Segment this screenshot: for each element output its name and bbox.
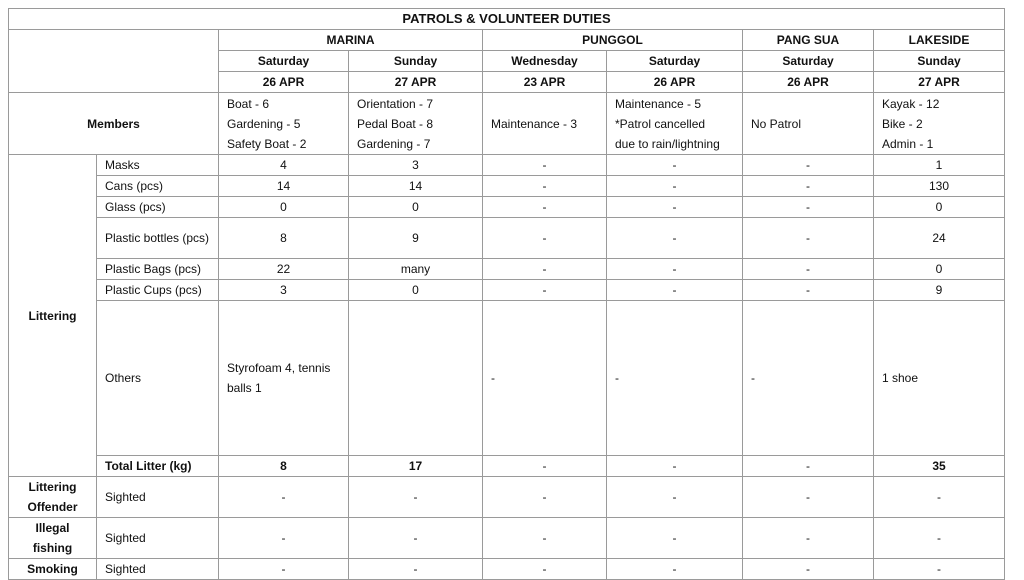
value-cell: 8 — [219, 218, 349, 259]
location-punggol: PUNGGOL — [483, 30, 743, 51]
others-cell: - — [483, 301, 607, 456]
value-cell: - — [874, 559, 1005, 580]
others-cell: - — [607, 301, 743, 456]
day-header: Saturday — [607, 51, 743, 72]
date-header: 27 APR — [874, 72, 1005, 93]
value-cell: 14 — [349, 176, 483, 197]
members-cell — [483, 93, 607, 155]
offence-label: Littering Offender — [9, 477, 97, 518]
value-cell: - — [607, 280, 743, 301]
value-cell: 0 — [874, 259, 1005, 280]
row-label: Plastic Cups (pcs) — [97, 280, 219, 301]
value-cell: - — [349, 518, 483, 559]
members-cell — [743, 93, 874, 155]
littering-label: Littering — [9, 155, 97, 477]
members-line: Gardening - 5 — [227, 116, 301, 131]
value-cell: - — [743, 559, 874, 580]
value-cell: 0 — [349, 197, 483, 218]
row-label: Others — [97, 301, 219, 456]
table-title: PATROLS & VOLUNTEER DUTIES — [9, 9, 1005, 30]
date-header: 27 APR — [349, 72, 483, 93]
members-line: Maintenance - 3 — [491, 116, 578, 131]
row-label: Cans (pcs) — [97, 176, 219, 197]
value-cell: 130 — [874, 176, 1005, 197]
total-value: 35 — [874, 456, 1005, 477]
day-header: Saturday — [743, 51, 874, 72]
value-cell: - — [607, 176, 743, 197]
value-cell: - — [607, 477, 743, 518]
value-cell: - — [219, 559, 349, 580]
members-line: Admin - 1 — [882, 136, 934, 151]
others-cell: 1 shoe — [874, 301, 1005, 456]
value-cell: 9 — [349, 218, 483, 259]
members-line: Safety Boat - 2 — [227, 136, 307, 151]
value-cell: - — [607, 559, 743, 580]
value-cell: - — [743, 155, 874, 176]
date-header: 26 APR — [219, 72, 349, 93]
others-cell: - — [743, 301, 874, 456]
members-line: *Patrol cancelled — [615, 116, 706, 131]
members-line: Bike - 2 — [882, 116, 923, 131]
row-label: Plastic bottles (pcs) — [97, 218, 219, 259]
date-header: 23 APR — [483, 72, 607, 93]
value-cell: - — [607, 197, 743, 218]
day-header: Sunday — [349, 51, 483, 72]
value-cell: - — [743, 518, 874, 559]
members-label: Members — [9, 93, 219, 155]
offence-label: Smoking — [9, 559, 97, 580]
value-cell: - — [874, 477, 1005, 518]
members-cell — [607, 93, 743, 155]
value-cell: 3 — [219, 280, 349, 301]
value-cell: - — [483, 155, 607, 176]
value-cell: 22 — [219, 259, 349, 280]
members-line: Boat - 6 — [227, 96, 270, 111]
value-cell: 4 — [219, 155, 349, 176]
corner-cell — [9, 30, 219, 93]
value-cell: - — [483, 559, 607, 580]
members-cell — [349, 93, 483, 155]
members-cell — [219, 93, 349, 155]
total-value: - — [483, 456, 607, 477]
total-value: - — [743, 456, 874, 477]
members-line: Gardening - 7 — [357, 136, 431, 151]
value-cell: - — [219, 477, 349, 518]
offence-label: Illegal fishing — [9, 518, 97, 559]
value-cell: 14 — [219, 176, 349, 197]
value-cell: - — [483, 197, 607, 218]
value-cell: - — [607, 155, 743, 176]
value-cell: 0 — [219, 197, 349, 218]
members-cell — [874, 93, 1005, 155]
value-cell: - — [607, 218, 743, 259]
members-line: Kayak - 12 — [882, 96, 940, 111]
value-cell: - — [607, 259, 743, 280]
value-cell: 24 — [874, 218, 1005, 259]
members-line: No Patrol — [751, 116, 802, 131]
value-cell: - — [483, 477, 607, 518]
value-cell: many — [349, 259, 483, 280]
location-marina: MARINA — [219, 30, 483, 51]
total-value: 17 — [349, 456, 483, 477]
value-cell: - — [743, 218, 874, 259]
value-cell: - — [743, 176, 874, 197]
members-line: Pedal Boat - 8 — [357, 116, 434, 131]
patrols-table — [8, 8, 1005, 580]
value-cell: 1 — [874, 155, 1005, 176]
total-value: 8 — [219, 456, 349, 477]
day-header: Wednesday — [483, 51, 607, 72]
members-line: Maintenance - 5 — [615, 96, 702, 111]
location-lakeside: LAKESIDE — [874, 30, 1005, 51]
value-cell: 0 — [349, 280, 483, 301]
date-header: 26 APR — [743, 72, 874, 93]
others-cell — [349, 301, 483, 456]
value-cell: - — [349, 559, 483, 580]
value-cell: - — [743, 259, 874, 280]
others-cell: Styrofoam 4, tennis balls 1 — [219, 301, 349, 456]
value-cell: - — [874, 518, 1005, 559]
value-cell: - — [219, 518, 349, 559]
members-line: due to rain/lightning — [615, 136, 720, 151]
value-cell: - — [483, 280, 607, 301]
value-cell: - — [483, 218, 607, 259]
total-value: - — [607, 456, 743, 477]
value-cell: 3 — [349, 155, 483, 176]
row-label: Glass (pcs) — [97, 197, 219, 218]
row-label: Masks — [97, 155, 219, 176]
value-cell: - — [483, 259, 607, 280]
value-cell: - — [349, 477, 483, 518]
sighted-label: Sighted — [97, 559, 219, 580]
row-label: Plastic Bags (pcs) — [97, 259, 219, 280]
date-header: 26 APR — [607, 72, 743, 93]
day-header: Saturday — [219, 51, 349, 72]
sighted-label: Sighted — [97, 477, 219, 518]
sighted-label: Sighted — [97, 518, 219, 559]
value-cell: - — [743, 280, 874, 301]
value-cell: 0 — [874, 197, 1005, 218]
value-cell: - — [743, 197, 874, 218]
location-pang-sua: PANG SUA — [743, 30, 874, 51]
value-cell: - — [743, 477, 874, 518]
value-cell: - — [483, 518, 607, 559]
day-header: Sunday — [874, 51, 1005, 72]
value-cell: 9 — [874, 280, 1005, 301]
value-cell: - — [483, 176, 607, 197]
total-label: Total Litter (kg) — [97, 456, 219, 477]
members-line: Orientation - 7 — [357, 96, 434, 111]
value-cell: - — [607, 518, 743, 559]
